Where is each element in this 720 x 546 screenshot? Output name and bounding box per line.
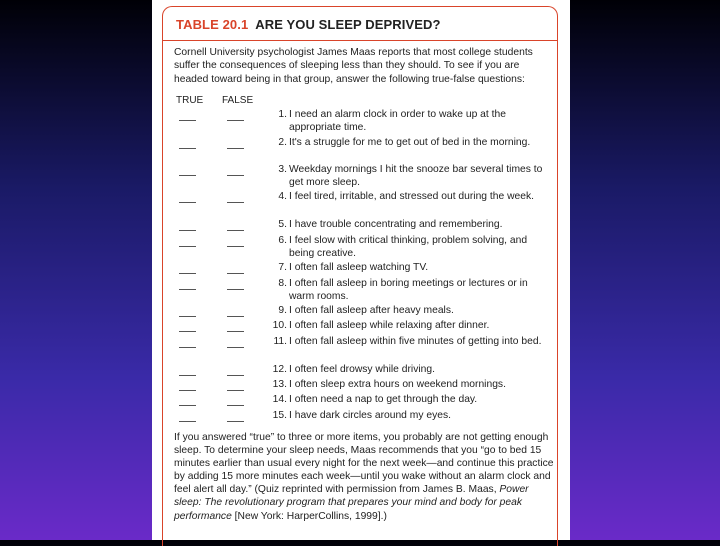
false-answer-blank[interactable] [227, 175, 244, 176]
question-number: 9. [278, 305, 287, 316]
question-number: 5. [278, 219, 287, 230]
question-number: 1. [278, 109, 287, 120]
true-answer-blank[interactable] [179, 375, 196, 376]
question-number: 2. [278, 137, 287, 148]
false-answer-blank[interactable] [227, 273, 244, 274]
false-answer-blank[interactable] [227, 405, 244, 406]
question-number: 8. [278, 278, 287, 289]
outro-citation: [New York: HarperCollins, 1999].) [231, 510, 387, 522]
table-title [176, 17, 441, 32]
column-header-false: FALSE [222, 95, 254, 106]
question-number: 3. [278, 164, 287, 175]
true-answer-blank[interactable] [179, 246, 196, 247]
true-answer-blank[interactable] [179, 289, 196, 290]
true-answer-blank[interactable] [179, 390, 196, 391]
true-answer-blank[interactable] [179, 331, 196, 332]
question-number: 15. [272, 410, 287, 421]
false-answer-blank[interactable] [227, 390, 244, 391]
question-number: 4. [278, 191, 287, 202]
false-answer-blank[interactable] [227, 347, 244, 348]
question-text: I feel tired, irritable, and stressed out during the week. [289, 191, 534, 202]
question-number: 13. [272, 379, 287, 390]
outro-book-title: Power sleep: The revolutionary program that prepares your mind and body for peak performance [174, 484, 529, 522]
question-text: I often fall asleep while relaxing after dinner. [289, 320, 490, 331]
true-answer-blank[interactable] [179, 421, 196, 422]
false-answer-blank[interactable] [227, 148, 244, 149]
column-header-true: TRUE [176, 95, 204, 106]
true-answer-blank[interactable] [179, 230, 196, 231]
question-text: I often fall asleep in boring meetings or lectures or in warm rooms. [289, 278, 528, 302]
outro-text: If you answered “true” to three or more items, you probably are not getting enough sleep. To determine your sleep needs, Maas recommends that you “go to bed 15 minutes earlier than usual every night for the next week—and continue this practice by adding 15 more minutes each week—until you wake without an alarm clock and feel alert all day.” (Quiz reprinted with permission from James B. Maas, [174, 432, 554, 496]
question-text: I often fall asleep watching TV. [289, 262, 429, 273]
question-text: I need an alarm clock in order to wake up at the appropriate time. [289, 109, 506, 133]
outro-paragraph [174, 431, 554, 523]
textbook-page [152, 0, 570, 540]
true-answer-blank[interactable] [179, 202, 196, 203]
true-answer-blank[interactable] [179, 347, 196, 348]
true-answer-blank[interactable] [179, 120, 196, 121]
false-answer-blank[interactable] [227, 230, 244, 231]
intro-paragraph: Cornell University psychologist James Maas reports that most college students suffer the consequences of sleeping less than they should. To see if you are headed toward being in that group, answer the following true-false questions: [174, 47, 533, 85]
title-divider [162, 40, 558, 41]
question-text: I often sleep extra hours on weekend mornings. [289, 379, 506, 390]
question-text: Weekday mornings I hit the snooze bar several times to get more sleep. [289, 164, 543, 188]
false-answer-blank[interactable] [227, 202, 244, 203]
question-text: I often fall asleep after heavy meals. [289, 305, 454, 316]
question-number: 6. [278, 235, 287, 246]
question-text: I have dark circles around my eyes. [289, 410, 451, 421]
true-answer-blank[interactable] [179, 273, 196, 274]
question-number: 7. [278, 262, 287, 273]
question-text: I feel slow with critical thinking, problem solving, and being creative. [289, 235, 528, 259]
true-answer-blank[interactable] [179, 148, 196, 149]
question-text: I often feel drowsy while driving. [289, 364, 435, 375]
question-number: 12. [272, 364, 287, 375]
false-answer-blank[interactable] [227, 289, 244, 290]
question-text: I often fall asleep within five minutes of getting into bed. [289, 336, 542, 347]
question-text: I often need a nap to get through the day. [289, 394, 478, 405]
false-answer-blank[interactable] [227, 331, 244, 332]
question-number: 11. [273, 336, 287, 347]
false-answer-blank[interactable] [227, 421, 244, 422]
question-text: I have trouble concentrating and remembering. [289, 219, 503, 230]
false-answer-blank[interactable] [227, 246, 244, 247]
true-answer-blank[interactable] [179, 316, 196, 317]
true-answer-blank[interactable] [179, 405, 196, 406]
false-answer-blank[interactable] [227, 375, 244, 376]
table-number: TABLE 20.1 [176, 17, 249, 32]
question-number: 10. [272, 320, 287, 331]
table-title-text: ARE YOU SLEEP DEPRIVED? [255, 17, 441, 32]
false-answer-blank[interactable] [227, 316, 244, 317]
false-answer-blank[interactable] [227, 120, 244, 121]
question-text: It's a struggle for me to get out of bed in the morning. [289, 137, 531, 148]
question-number: 14. [272, 394, 287, 405]
true-answer-blank[interactable] [179, 175, 196, 176]
